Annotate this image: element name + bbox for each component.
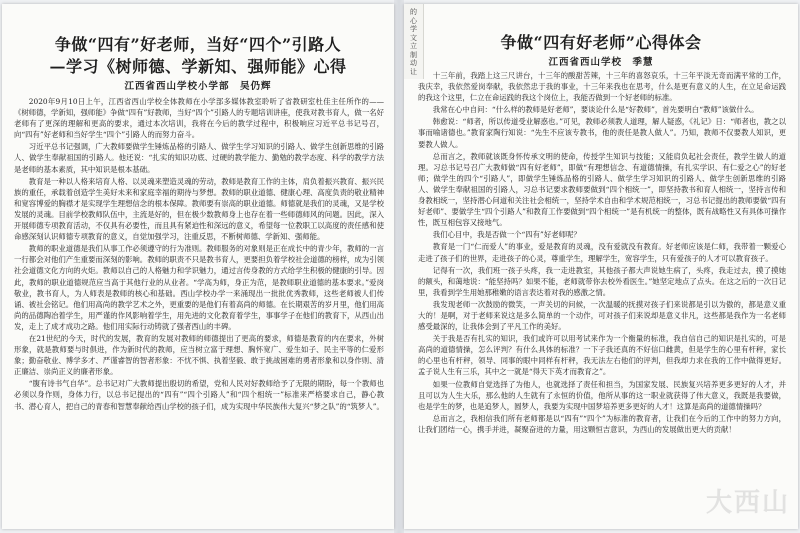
paragraph: 2020年9月10日上午，江西省西山学校全体教师在小学部多媒体教室聆听了省教研室杜佳主任所作的——《树师德，学新知，强师能》争做“四有”好教师，当好“四个”引路人的专题培训讲座，使我对教书育人，做一名好老师有了更深的理解和更高的要求，通过本次培训，我将在今后的教学过程中，积极响应习近平总书记号召，向“四有”好老师和当好学生“四个”引路人的而努力奋斗。 xyxy=(14,97,384,140)
paragraph: 我们心目中，我是否做一个“四有”好老师呢？ xyxy=(432,230,581,240)
right-page xyxy=(404,4,798,529)
right-byline: 江西省西山学校 季慧 xyxy=(548,57,654,68)
left-byline: 江西省西山学校小学部 吴仍辉 xyxy=(124,81,272,92)
right-body xyxy=(418,70,786,521)
right-title: 争做“四有好老师”心得体会 xyxy=(500,33,702,52)
book-gutter xyxy=(394,0,404,533)
paragraph: 总而言之，我相信我们所有老师都是以“四有”“四个”为标准的教育者，让我们在今后的工作中的努力方向，让我们团结一心，携手并进，凝聚奋进的力量，用这颗恒吉意识，为西山的发展做出更大的贡献！ xyxy=(418,413,786,434)
paragraph: 我发现老师一次鼓励的微笑，一声关切的问候，一次温暖的抚摸对孩子们来说都是引以为傲的，都是意义重大的！是啊，对于老师来说这是多么简单的一个动作，可对孩子们来说却是意义非凡，这些都是我作为一名老师感受最深的，让我体会到了平凡工作的美好。 xyxy=(418,299,786,332)
paragraph: 韩愈说：“师者，所以传道受业解惑也。”可见，教师必须教人道理，解人疑惑，《礼记》日：“师者也，教之以事而喻诸德也。”教育家陶行知说：“先生不应该专教书，他的责任是教人做人”。乃知，教师不仅要教人知识，更要教人做人。 xyxy=(418,117,786,149)
left-page xyxy=(2,4,394,529)
paragraph: 我常在心中自问：“什么样的教师是好老师”，要谈论什么是“好教师”，首先要明白“教师”该做什么。 xyxy=(432,105,759,115)
left-title-line2: —学习《树师德、学新知、强师能》心得 xyxy=(49,57,347,76)
margin-char: 文 xyxy=(410,33,417,42)
paragraph: 如果一位教师自觉选择了为他人，也就选择了责任和担当，为国家发展、民族复兴培养更多更好的人才，并且可以为人生大乐，那么他的人生就有了永恒的价值，他所从事的这一职业就获得了伟大意义，我既是我要做，也是学生的梦，也是追梦人，圆梦人，我要为实现中国梦培养更多更好的人才！这算是高尚的道德情操吗？ xyxy=(418,379,786,411)
margin-char: 的 xyxy=(410,8,417,16)
paragraph: 总而言之，教师就该既身怀传承文明的使命，传授学生知识与技能；又能肩负起社会责任，教学生做人的道理。习总书记号召广大教师做“四有好老师”，即做“有理想信念、有道德情操，有扎实学识、有仁爱之心”的好老师；做学生的四个“引路人”，即做学生锤炼品格的引路人、做学生学习知识的引路人、做学生创新思维的引路人、做学生奉献祖国的引路人，习总书记要求教师要做到“四个相统一”，即坚持教书和育人相统一，坚持言传和身教相统一，坚持潜心问道和关注社会相统一，坚持学术自由和学术规范相统一，习总书记提出的教师要做“四有好老师”、要做学生“四个引路人”和教育工作要做到“四个相统一”是有机统一的整体，既有战略性又有具体可操作性，既互相包容又接地气。 xyxy=(418,151,786,228)
paragraph: 习近平总书记强调，广大教师要做学生锤炼品格的引路人、做学生学习知识的引路人、做学生创新思维的引路人、做学生奉献祖国的引路人。他还说：“扎实的知识功底、过硬的教学能力、勤勉的教学态度、科学的教学方法是老师的基本素质，其中知识是根本基础。 xyxy=(14,142,384,174)
margin-char: 立 xyxy=(410,42,417,50)
paragraph: 教师的职业道德是我们从事工作必须遵守的行为准则。教师服务的对象则是正在成长中的青少年，教师的一言一行都会对他们产生重要而深刻的影响。教师的职责不只是教书育人，更要担负着学校社会道德的榜样，成为引领社会道德文化方向的火炬。教师以自己的人格魅力和学识魅力，通过言传身教的方式给学生积极的健康的引导。因此，教师的职业道德规范应当高于其他行业的从业者。“学高为师，身正为范，是教师职业道德的基本要求。”爱岗敬业，教书育人，为人师表是教师的核心和基础。西山学校办学一来涌现出一批批优秀教师，这些老师被人们传诵、被社会铭记。他们用高尚的教学艺术之外，更重要的是他们有着高尚的师德。在长期艰苦的岁月里，他们用高尚的品德陶冶着学生，用严谨的作风影响着学生，用先进的文化教育着学生，事事学子在他们的教育下，从西山出发，走上了成才成功之路。他们用实际行动铸就了强者西山的丰碑。 xyxy=(14,244,384,331)
paragraph: 教育是一种以人格来培育人格、以灵魂来塑造灵魂的劳动，教师是教育工作的主体，肩负着振兴教育、振兴民族的重任，承载着创造学生美好未来和家庭幸福的期待与梦想。教师的职业道德、健康心理、高度负责的敬业精神和宽容博爱的胸襟才是实现学生理想信念的根本保障。教师要有崇高的职业道德。师德就是我们的灵魂，又是学校发展的灵魂。目前学校教师队伍中，主流是好的，但在极少数教师身上也存在着一些师德师风的问题。因此，深入开展师德专项教育活动，不仅具有必要性，而且具有紧迫性和深远的意义，希望每一位教职工以高度的责任感和使命感深刻认识师德专项教育的意义，自觉加强学习，注重反思，不断树师德、学新知、强师能。 xyxy=(14,176,384,242)
margin-char: 让 xyxy=(410,67,417,76)
margin-char: 制 xyxy=(410,50,417,59)
paragraph: 教育是一门“仁而爱人”的事业，爱是教育的灵魂，没有爱就没有教育。好老师应该是仁师，我带着一颗爱心走进了孩子们的世界，走进孩子的心灵，尊重学生，理解学生，宽容学生，只有爱孩子的人才可以教育孩子。 xyxy=(418,242,786,263)
margin-char: 动 xyxy=(410,59,417,67)
paragraph: 在21世纪的今天，时代的发展，教育的发展对教师的师德提出了更高的要求，师德是教育的内在要求，外树形象，就是教师要与时俱进，作为新时代的教师，应当树立富于理想、胸怀宽广、爱生如子、民主平等的仁爱形象；勤奋敬业、博学多才、严谨睿智的智者形象：不忧不惧、执着坚毅、敢于挑战困难的勇者形象和以身作则、清正廉洁、崇尚正义的廉者形象。 xyxy=(14,333,384,377)
paragraph: 记得有一次，我们班一孩子头疼，我一走进教室，其他孩子都大声说她生病了，头疼，我走过去，摸了摸她的额头，和蔼地说：“能坚持吗？如果不能，老师就带你去校外看医生。”她坚定地点了点头。在这之后的一次日记里，我看到学生用她那稚嫩的语言表达着对我的感激之情。 xyxy=(418,265,786,297)
watermark-logo: 大西山 xyxy=(705,488,790,518)
paragraph: 十三年前，我踏上这三尺讲台，十三年的酸甜苦辣，十三年的喜怒哀乐，十三年平淡无奇而满平常的工作，我庆幸，我依然爱岗奉献，我依然忠于我的事业，十三年来我也在思考，什么是更有意义的人生，在立足命运践的我这个这里，仁立在命运践的我这个岗位上，我能否做到一个好老师的标准。 xyxy=(418,71,786,103)
paragraph: 关于我是否有扎实的知识，我们或许可以用考试来作为一个衡量的标准，我自信自己的知识是扎实的，可是高尚的道德情操，怎么评判？有什么具体的标准？一下子我还真的不好信口雌黄，但是学生的心里有杆秤，家长的心里也有杆秤，领导、同事的眼中同样有杆秤，我无法左右他们的评判，但我却力求在我的工作中做得更好。孟子说人生有三乐，其中之一就是“得天下英才而教育之”。 xyxy=(418,334,786,377)
left-title-line1: 争做“四有”好老师，当好“四个”引路人 xyxy=(54,35,342,54)
margin-char: 心 xyxy=(410,16,417,25)
margin-char: 学 xyxy=(410,25,417,33)
paragraph: “腹有诗书气自华”。总书记对广大教师提出殷切的希望，党和人民对好教师给予了无限的期盼，每一个教师也必须以身作则，身体力行，以总书记提出的“四有”“四个引路人”和“四个相统一”标准来严格要求自己，静心教书、潜心育人，把自己的青春和智慧奉献给西山学校的孩子们，成为实现中华民族伟大复兴“梦之队”的“筑梦人”。 xyxy=(14,379,384,411)
left-body xyxy=(14,96,384,521)
